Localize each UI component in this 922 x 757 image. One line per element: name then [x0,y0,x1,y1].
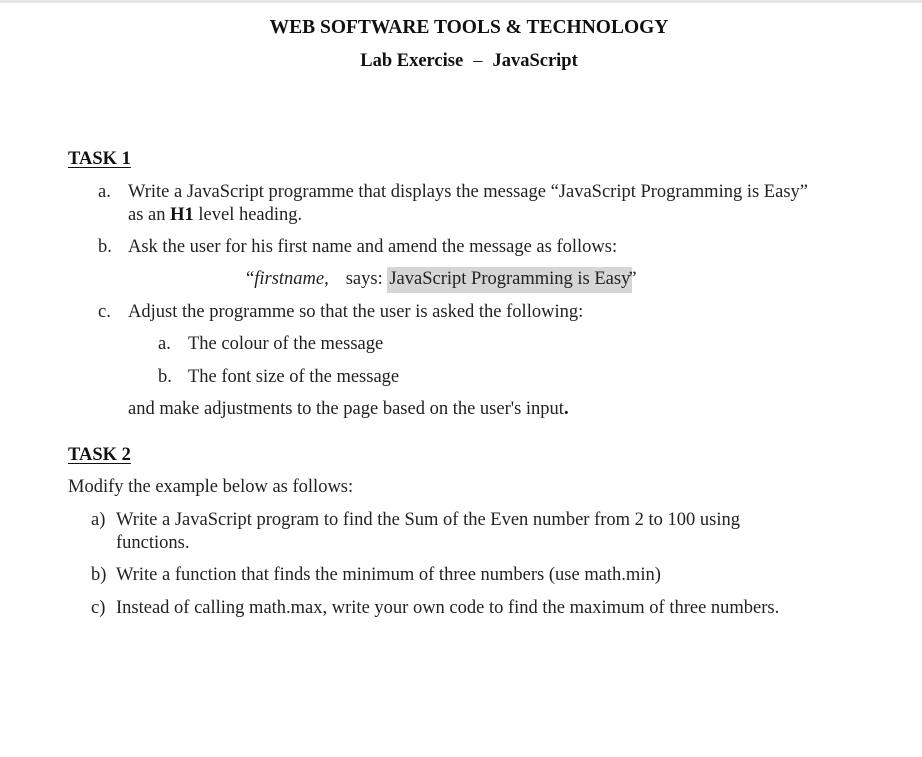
task1-item-a-marker: a. [98,182,111,202]
task1-item-a-line1: Write a JavaScript programme that displays the message “JavaScript Programming is Easy” [128,182,808,202]
task2-item-b-marker: b) [91,565,107,585]
task1-item-c-marker: c. [98,302,111,322]
task2-item-c-marker: c) [91,598,106,618]
task2-item-b-text: Write a function that finds the minimum of three numbers (use math.min) [116,565,661,585]
quote-open: “ [246,269,255,289]
says-text: says: [345,269,388,289]
task2-item-c-text: Instead of calling math.max, write your own code to find the maximum of three numbers. [116,598,780,618]
document-title: WEB SOFTWARE TOOLS & TECHNOLOGY [269,17,669,38]
document-subtitle [0,51,922,72]
task2-heading: TASK 2 [68,445,131,465]
task1-closing [128,398,569,421]
task1-subitem-b-marker: b. [158,367,172,387]
task1-item-c-text: Adjust the programme so that the user is asked the following: [128,302,584,322]
subtitle-dash: – [473,51,483,71]
firstname-placeholder: firstname, [254,269,329,289]
subtitle-topic: JavaScript [492,51,578,71]
page-top-edge [0,0,922,3]
task2-item-a-marker: a) [91,510,106,530]
h1-keyword: H1 [170,205,194,225]
task1-closing-text: and make adjustments to the page based on the user's input [128,399,564,419]
highlighted-message: JavaScript Programming is Easy [387,267,632,293]
task2-item-a-line2: functions. [116,533,190,553]
task1-subitem-b-text: The font size of the message [188,367,400,387]
task1-item-a-line2 [128,204,302,227]
task1-item-a-prefix: as an [128,205,171,225]
task1-heading: TASK 1 [68,149,131,169]
task1-item-a-suffix: level heading. [193,205,303,225]
task2-intro: Modify the example below as follows: [68,477,354,497]
task1-subitem-a-text: The colour of the message [188,334,384,354]
quote-close: ” [628,269,637,289]
task1-subitem-a-marker: a. [158,334,171,354]
task2-item-a-line1: Write a JavaScript program to find the Sum of the Even number from 2 to 100 using [116,510,741,530]
task1-item-b-marker: b. [98,237,112,257]
task1-closing-period: . [563,399,569,419]
subtitle-course-part: Lab Exercise [360,51,464,71]
example-message [246,268,637,291]
task1-item-b-text: Ask the user for his first name and amend the message as follows: [128,237,618,257]
